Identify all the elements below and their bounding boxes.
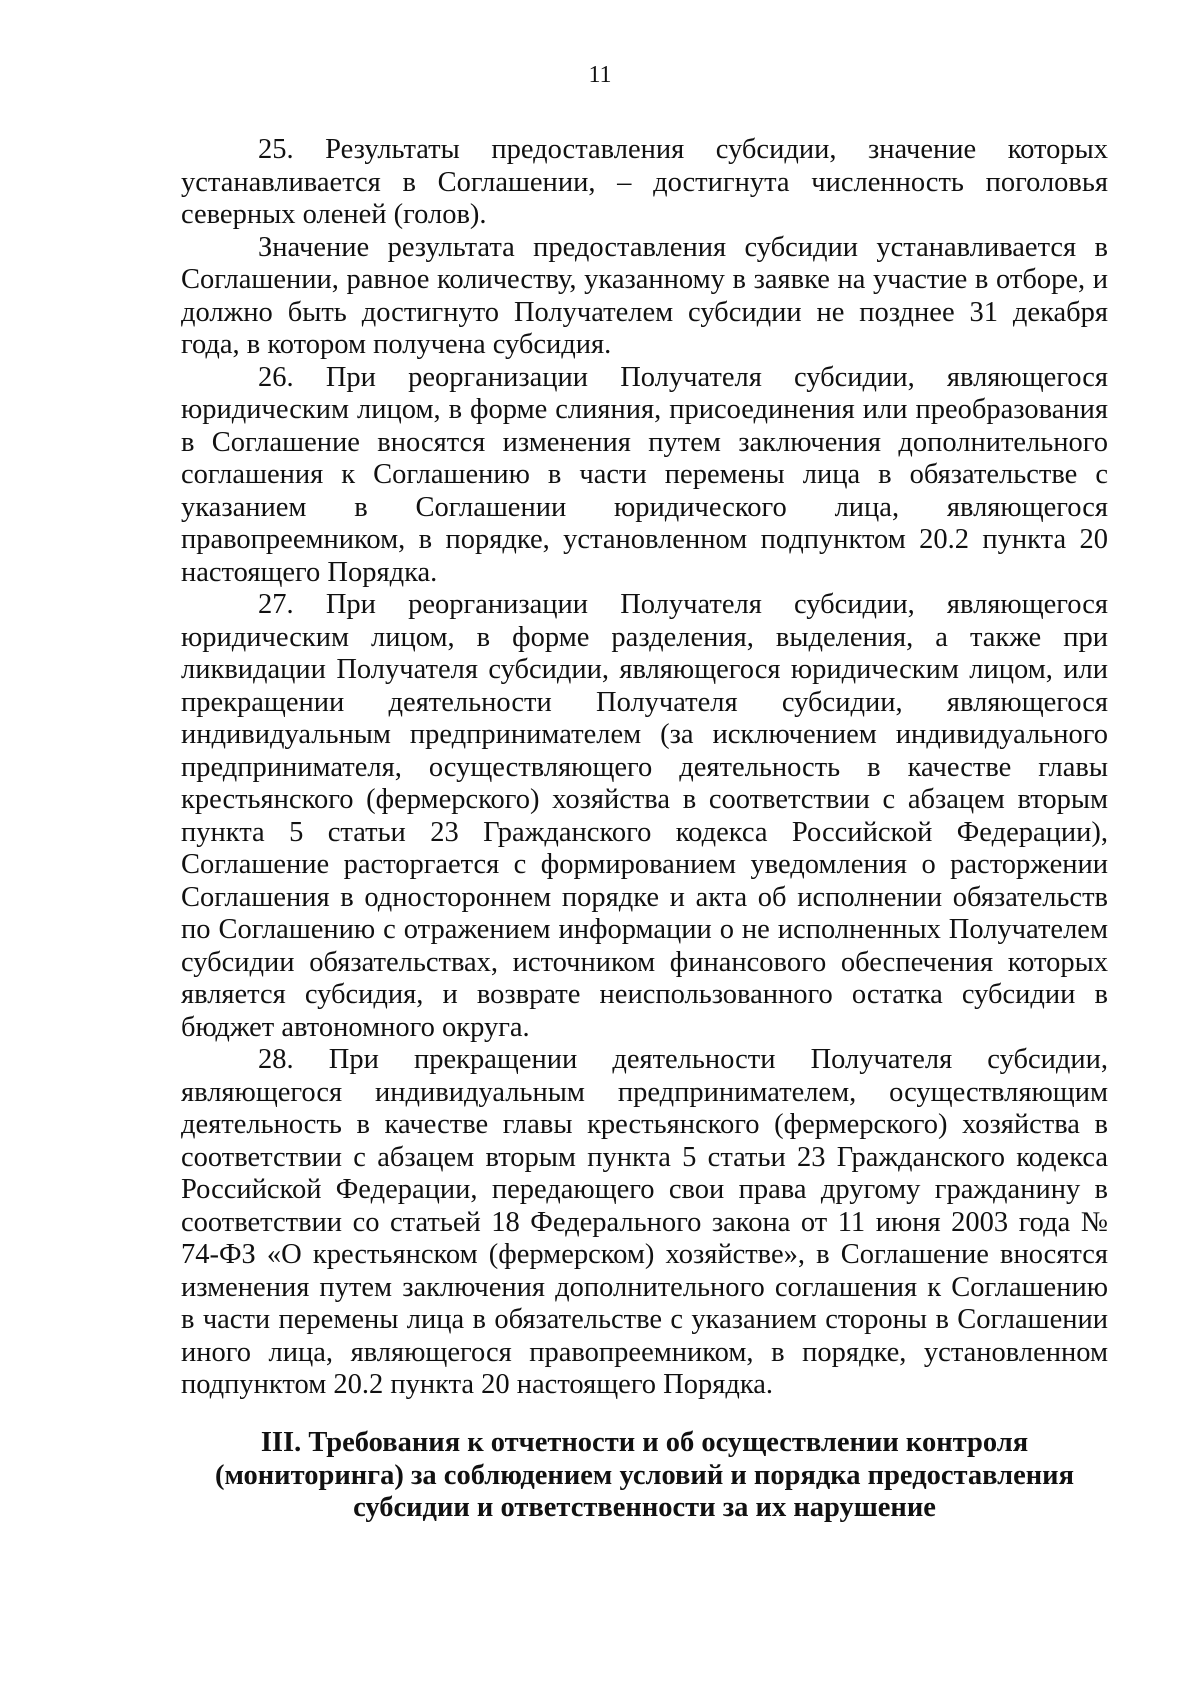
- section-heading: III. Требования к отчетности и об осуществлении контроля (мониторинга) за соблюдением условий и порядка предоставления субсидии и ответственности за их нарушение: [214, 1427, 1075, 1523]
- paragraph-25: 25. Результаты предоставления субсидии, значение которых устанавливается в Соглашении, – достигнута численность поголовья северных оленей (голов).: [181, 134, 1108, 230]
- paragraph-25-result-value: Значение результата предоставления субсидии устанавливается в Соглашении, равное количеству, указанному в заявке на участие в отборе, и должно быть достигнуто Получателем субсидии не позднее 31 декабря года, в котором получена субсидия.: [181, 231, 1108, 360]
- paragraph-27: 27. При реорганизации Получателя субсидии, являющегося юридическим лицом, в форме разделения, выделения, а также при ликвидации Получателя субсидии, являющегося юридическим лицом, или прекращении деятельности Получателя субсидии, являющегося индивидуальным предпринимателем (за исключением индивидуального предпринимателя, осуществляющего деятельность в качестве главы крестьянского (фермерского) хозяйства в соответствии с абзацем вторым пункта 5 статьи 23 Гражданского кодекса Российской Федерации), Соглашение расторгается с формированием уведомления о расторжении Соглашения в одностороннем порядке и акта об исполнении обязательств по Соглашению с отражением информации о не исполненных Получателем субсидии обязательствах, источником финансового обеспечения которых является субсидия, и возврате неиспользованного остатка субсидии в бюджет автономного округа.: [181, 589, 1108, 1043]
- document-body: [181, 134, 1108, 1402]
- paragraph-26: 26. При реорганизации Получателя субсидии, являющегося юридическим лицом, в форме слияния, присоединения или преобразования в Соглашение вносятся изменения путем заключения дополнительного соглашения к Соглашению в части перемены лица в обязательстве с указанием в Соглашении юридического лица, являющегося правопреемником, в порядке, установленном подпунктом 20.2 пункта 20 настоящего Порядка.: [181, 361, 1108, 588]
- paragraph-28: 28. При прекращении деятельности Получателя субсидии, являющегося индивидуальным предпринимателем, осуществляющим деятельность в качестве главы крестьянского (фермерского) хозяйства в соответствии с абзацем вторым пункта 5 статьи 23 Гражданского кодекса Российской Федерации, передающего свои права другому гражданину в соответствии со статьей 18 Федерального закона от 11 июня 2003 года № 74-ФЗ «О крестьянском (фермерском) хозяйстве», в Соглашение вносятся изменения путем заключения дополнительного соглашения к Соглашению в части перемены лица в обязательстве с указанием стороны в Соглашении иного лица, являющегося правопреемником, в порядке, установленном подпунктом 20.2 пункта 20 настоящего Порядка.: [181, 1044, 1108, 1400]
- page-number: 11: [588, 62, 612, 88]
